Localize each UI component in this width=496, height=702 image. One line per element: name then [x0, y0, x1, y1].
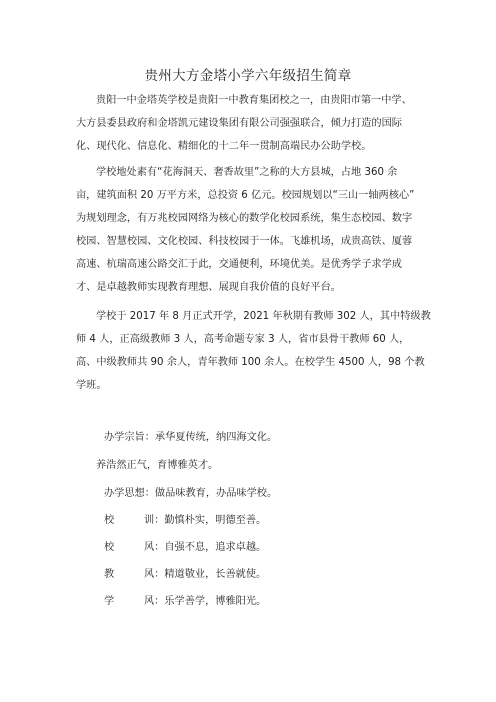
paragraph-line: 高速、杭瑞高速公路交汇于此，交通便利，环境优美。是优秀学子求学成 — [76, 259, 402, 270]
motto-value: ：勤慎朴实，明德至善。 — [154, 515, 267, 526]
paragraph-line: 才、是卓越教师实现教育理想、展现自我价值的良好平台。 — [76, 282, 341, 293]
motto-key-2: 风 — [144, 542, 155, 553]
paragraph-line: 亩，建筑面积 20 万平方米，总投资 6 亿元。校园规划以“三山一轴两核心” — [76, 190, 415, 201]
motto-key-1: 教 — [104, 569, 115, 580]
motto-key-2: 训 — [144, 515, 155, 526]
motto-school-style — [104, 541, 266, 555]
paragraph-line: 为规划理念，有万兆校园网络为核心的数学化校园系统，集生态校园、数字 — [76, 213, 413, 224]
motto-value: ：精道敬业，长善就使。 — [154, 569, 267, 580]
paragraph-intro — [76, 89, 436, 158]
motto-value: ：自强不息，追求卓越。 — [154, 542, 267, 553]
paragraph-line: 贵阳一中金塔英学校是贵阳一中教育集团校之一，由贵阳市第一中学、 — [96, 95, 412, 106]
paragraph-line: 化、现代化、信息化、精细化的十二年一贯制高端民办公助学校。 — [76, 141, 372, 152]
motto-teaching-style — [104, 568, 266, 582]
paragraph-line: 学校地处素有“花海洞天、奢香故里”之称的大方县城，占地 360 余 — [96, 167, 398, 178]
motto-key-2: 风 — [144, 596, 155, 607]
principle-mission-cont: 养浩然正气，育博雅英才。 — [96, 460, 219, 471]
motto-value: ：乐学善学，博雅阳光。 — [154, 596, 267, 607]
motto-key-1: 校 — [104, 542, 115, 553]
paragraph-line: 师 4 人，正高级教师 3 人，高考命题专家 3 人，省市县骨干教师 60 人， — [76, 334, 410, 345]
paragraph-line: 学校于 2017 年 8 月正式开学，2021 年秋期有教师 302 人，其中特级教 — [96, 311, 431, 322]
motto-school — [104, 514, 266, 528]
paragraph-line: 高、中级教师共 90 余人，青年教师 100 余人。在校学生 4500 人，98 个教 — [76, 357, 425, 368]
paragraph-line: 校园、智慧校园、文化校园、科技校园于一体。飞雄机场，成贵高铁、厦蓉 — [76, 236, 413, 247]
paragraph-location — [76, 161, 436, 299]
motto-key-2: 风 — [144, 569, 155, 580]
motto-key-1: 学 — [104, 596, 115, 607]
paragraph-line: 大方县委县政府和金塔凯元建设集团有限公司强强联合，倾力打造的国际 — [76, 118, 402, 129]
paragraph-staff — [76, 305, 436, 397]
paragraph-line: 学班。 — [76, 380, 107, 391]
document-title: 贵州大方金塔小学六年级招生简章 — [144, 68, 352, 84]
motto-study-style — [104, 595, 266, 609]
motto-key-1: 校 — [104, 515, 115, 526]
principle-philosophy: 办学思想：做品味教育，办品味学校。 — [104, 488, 278, 499]
principle-mission: 办学宗旨：承华夏传统，纳四海文化。 — [104, 432, 278, 443]
